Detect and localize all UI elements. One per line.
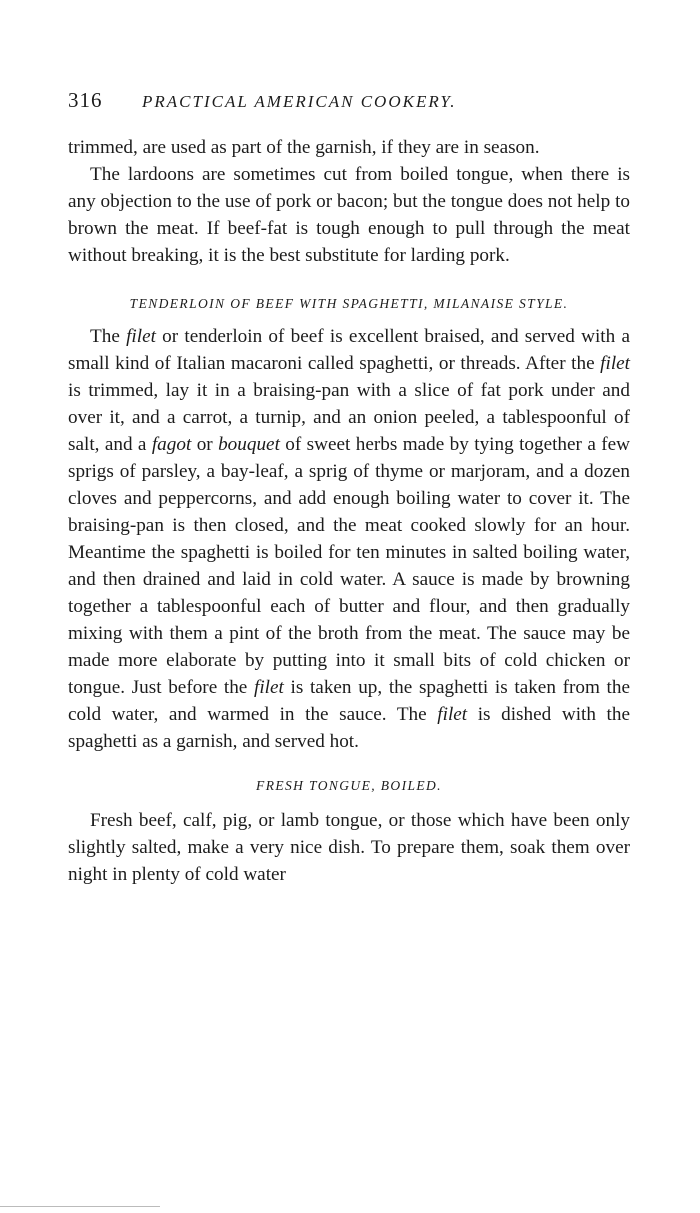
section-heading-tenderloin: TENDERLOIN OF BEEF WITH SPAGHETTI, MILANAISE STYLE.: [129, 296, 569, 311]
text-run: is taken up, the spaghetti is taken from the cold water, and warmed in the sauce. The: [68, 677, 630, 725]
text-run: or: [191, 434, 219, 455]
page-number: 316: [68, 88, 103, 112]
italic-term: filet: [600, 353, 630, 374]
paragraph-fresh-tongue: Fresh beef, calf, pig, or lamb tongue, or those which have been only slightly salted, make a very nice dish. To prepare them, soak them over night in plenty of cold water: [68, 810, 630, 885]
italic-term: bouquet: [218, 434, 280, 455]
text-run: is trimmed, lay it in a braising-pan with a slice of fat pork under and over it, and a carrot, a turnip, and an onion peeled, a tablespoonful of salt, and a: [68, 380, 630, 455]
text-run: is dished with the spaghetti as a garnish, and served hot.: [68, 704, 630, 752]
italic-term: filet: [437, 704, 468, 725]
italic-term: filet: [254, 677, 284, 698]
section-heading-fresh-tongue: FRESH TONGUE, BOILED.: [256, 778, 442, 793]
footer-rule: [0, 1206, 160, 1207]
text-run: or tenderloin of beef is excellent braised, and served with a small kind of Italian macaroni called spaghetti, or threads. After the: [68, 326, 630, 374]
paragraph-continued: trimmed, are used as part of the garnish, if they are in season.: [68, 137, 540, 158]
running-head: [68, 88, 630, 124]
italic-term: fagot: [151, 434, 192, 455]
text-run: of sweet herbs made by tying together a few sprigs of parsley, a bay-leaf, a sprig of thyme or marjoram, and a dozen cloves and peppercorns, and add enough boiling water to cover it. The braising-pan is then closed, and the meat cooked slowly for an hour. Meantime the spaghetti is boiled for ten minutes in salted boiling water, and then drained and laid in cold water. A sauce is made by browning together a tablespoonful each of butter and flour, and then gradually mixing with them a pint of the broth from the meat. The sauce may be made more elaborate by putting into it small bits of cold chicken or tongue. Just before the: [68, 434, 630, 698]
running-title: PRACTICAL AMERICAN COOKERY.: [142, 92, 457, 111]
paragraph-tenderloin: [68, 323, 630, 755]
book-page: [68, 88, 630, 888]
italic-term: filet: [126, 326, 156, 347]
paragraph-lardoons: The lardoons are sometimes cut from boiled tongue, when there is any objection to the use of pork or bacon; but the tongue does not help to brown the meat. If beef-fat is tough enough to pull through the meat without breaking, it is the best substitute for larding pork.: [68, 164, 630, 266]
text-run: The: [90, 326, 127, 347]
